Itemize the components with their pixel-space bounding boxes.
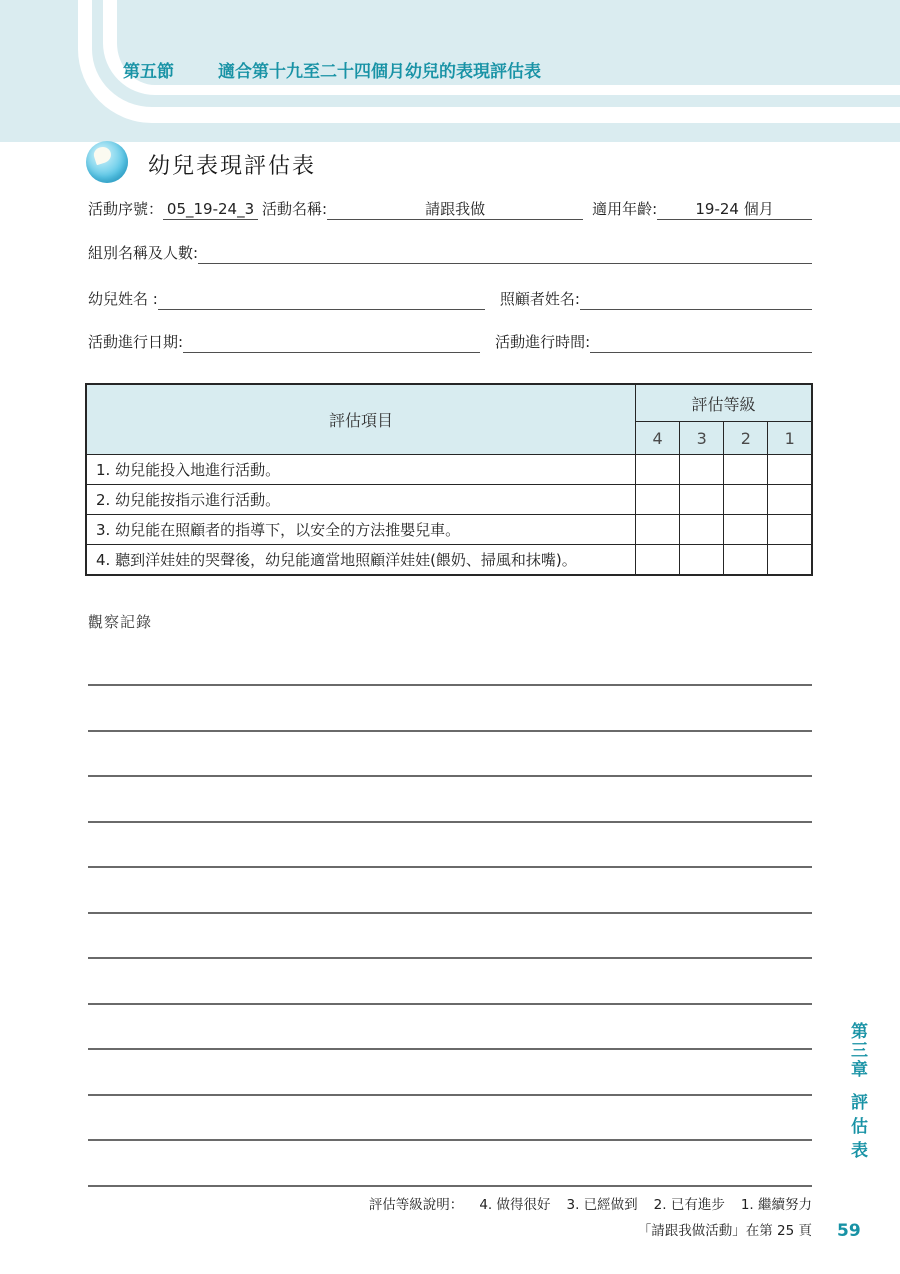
write-line bbox=[88, 1094, 812, 1096]
grade-note-item-1: 1. 繼續努力 bbox=[740, 1197, 812, 1213]
table-row bbox=[86, 545, 812, 576]
score-cell bbox=[768, 485, 812, 515]
grade-level-2: 2 bbox=[724, 422, 768, 455]
chapter-section-label: 評估表 bbox=[847, 1093, 867, 1165]
carer-name-label: 照顧者姓名: bbox=[499, 290, 580, 308]
time-label: 活動進行時間: bbox=[495, 333, 591, 351]
activity-name-value: 請跟我做 bbox=[327, 199, 583, 220]
score-cell bbox=[724, 515, 768, 545]
time-value bbox=[590, 332, 812, 353]
age-value: 19-24 個月 bbox=[657, 199, 812, 220]
form-title: 幼兒表現評估表 bbox=[148, 154, 317, 179]
sphere-bullet-icon bbox=[86, 141, 128, 183]
score-cell bbox=[680, 515, 724, 545]
score-cell bbox=[636, 455, 680, 485]
write-line bbox=[88, 775, 812, 777]
chapter-side-tab bbox=[845, 1022, 870, 1165]
score-cell bbox=[636, 485, 680, 515]
age-label: 適用年齡: bbox=[592, 200, 658, 218]
score-cell bbox=[768, 455, 812, 485]
grade-note-item-3: 3. 已經做到 bbox=[566, 1197, 638, 1213]
sphere-highlight bbox=[92, 145, 113, 165]
item-text-2: 2. 幼兒能按指示進行活動。 bbox=[86, 485, 636, 515]
activity-name-label: 活動名稱: bbox=[262, 200, 328, 218]
child-name-value bbox=[158, 289, 485, 310]
activity-no-value: 05_19-24_3 bbox=[163, 199, 258, 220]
write-line bbox=[88, 821, 812, 823]
write-line bbox=[88, 912, 812, 914]
write-line bbox=[88, 866, 812, 868]
score-cell bbox=[724, 455, 768, 485]
form-row-activity bbox=[88, 198, 812, 220]
item-header-cell: 評估項目 bbox=[86, 384, 636, 455]
date-value bbox=[183, 332, 480, 353]
page-number: 59 bbox=[837, 1221, 861, 1241]
table-row bbox=[86, 455, 812, 485]
grade-note-item-2: 2. 已有進步 bbox=[653, 1197, 725, 1213]
section-number: 第五節 bbox=[123, 62, 174, 82]
score-cell bbox=[768, 545, 812, 576]
grade-note-label: 評估等級說明： bbox=[368, 1197, 464, 1213]
activity-reference: 「請跟我做活動」在第 25 頁 bbox=[637, 1223, 812, 1239]
grade-level-3: 3 bbox=[680, 422, 724, 455]
page-header-band bbox=[0, 0, 900, 142]
item-text-1: 1. 幼兒能投入地進行活動。 bbox=[86, 455, 636, 485]
observation-label: 觀察記錄 bbox=[88, 613, 153, 631]
item-text-4: 4. 聽到洋娃娃的哭聲後，幼兒能適當地照顧洋娃娃(餵奶、掃風和抹嘴)。 bbox=[86, 545, 636, 576]
score-cell bbox=[636, 515, 680, 545]
score-cell bbox=[768, 515, 812, 545]
score-cell bbox=[680, 455, 724, 485]
write-line bbox=[88, 684, 812, 686]
grade-header-cell: 評估等級 bbox=[636, 384, 813, 422]
activity-no-label: 活動序號： bbox=[88, 200, 164, 218]
child-name-label: 幼兒姓名 : bbox=[88, 290, 158, 308]
grade-level-4: 4 bbox=[636, 422, 680, 455]
observation-write-lines bbox=[88, 684, 812, 1187]
write-line bbox=[88, 1185, 812, 1187]
date-label: 活動進行日期: bbox=[88, 333, 184, 351]
section-title bbox=[123, 57, 541, 82]
write-line bbox=[88, 1048, 812, 1050]
write-line bbox=[88, 1003, 812, 1005]
form-row-names bbox=[88, 288, 812, 310]
grade-scale-note bbox=[369, 1193, 812, 1213]
form-row-group bbox=[88, 242, 812, 264]
score-cell bbox=[680, 485, 724, 515]
item-text-3: 3. 幼兒能在照顧者的指導下，以安全的方法推嬰兒車。 bbox=[86, 515, 636, 545]
write-line bbox=[88, 957, 812, 959]
score-cell bbox=[724, 485, 768, 515]
grade-level-1: 1 bbox=[768, 422, 812, 455]
table-row bbox=[86, 515, 812, 545]
carer-name-value bbox=[580, 289, 812, 310]
group-value bbox=[198, 243, 812, 264]
write-line bbox=[88, 1139, 812, 1141]
table-row bbox=[86, 485, 812, 515]
form-row-datetime bbox=[88, 331, 812, 353]
assessment-table bbox=[85, 383, 813, 576]
group-label: 組別名稱及人數: bbox=[88, 244, 199, 262]
score-cell bbox=[680, 545, 724, 576]
grade-note-item-4: 4. 做得很好 bbox=[479, 1197, 551, 1213]
chapter-label: 第三章 bbox=[847, 1022, 867, 1079]
score-cell bbox=[636, 545, 680, 576]
score-cell bbox=[724, 545, 768, 576]
write-line bbox=[88, 730, 812, 732]
section-name: 適合第十九至二十四個月幼兒的表現評估表 bbox=[218, 62, 541, 82]
